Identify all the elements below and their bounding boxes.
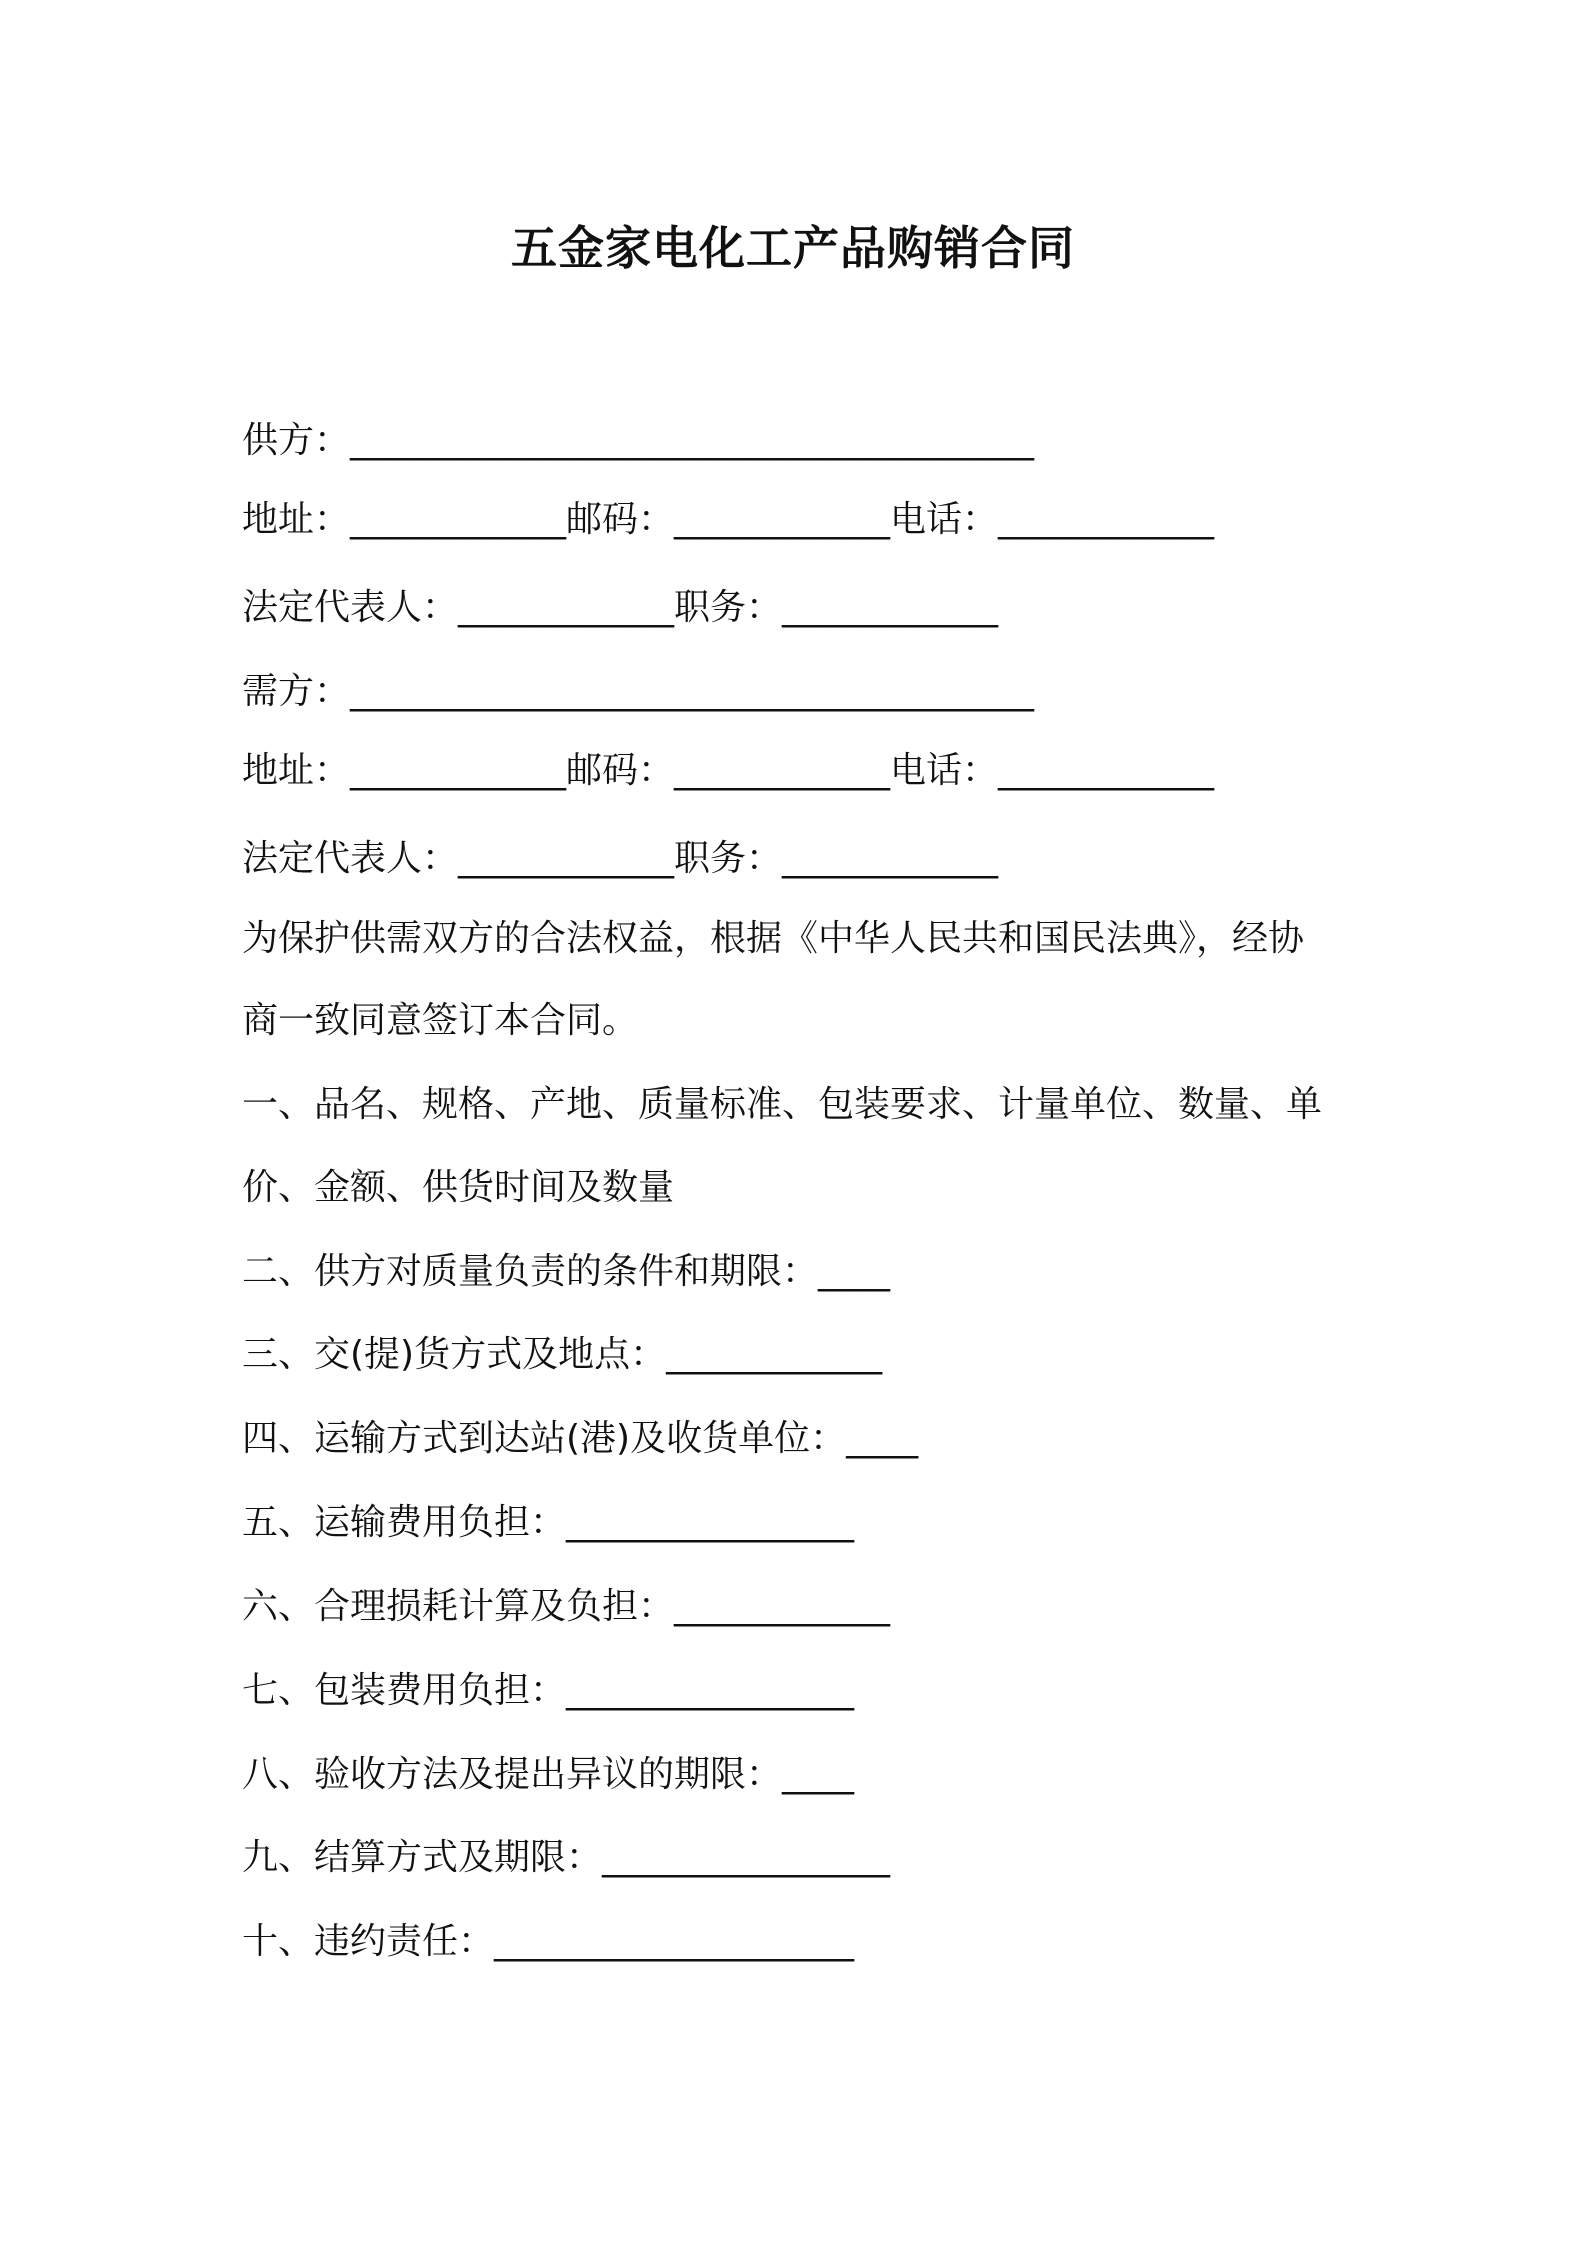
contract-title: 五金家电化工产品购销合同	[511, 221, 1075, 275]
supplier-line: 供方：______________________________________	[242, 420, 1035, 461]
supplier-representative-line: 法定代表人：____________职务：____________	[242, 587, 999, 628]
clause-10: 十、违约责任：____________________	[242, 1921, 855, 1962]
buyer-line: 需方：______________________________________	[242, 671, 1035, 712]
preamble-line-2: 商一致同意签订本合同。	[242, 1000, 639, 1041]
clause-1-line-2: 价、金额、供货时间及数量	[242, 1167, 675, 1208]
clause-7: 七、包装费用负担：________________	[242, 1670, 855, 1711]
clause-9: 九、结算方式及期限：________________	[242, 1837, 891, 1878]
buyer-address-line: 地址：____________邮码：____________电话：____________	[242, 750, 1215, 791]
clause-5: 五、运输费用负担：________________	[242, 1502, 855, 1543]
clause-3: 三、交(提)货方式及地点：____________	[242, 1334, 883, 1375]
preamble-line-1: 为保护供需双方的合法权益，根据《中华人民共和国民法典》，经协	[242, 918, 1305, 959]
clause-2: 二、供方对质量负责的条件和期限：____	[242, 1251, 891, 1292]
clause-4: 四、运输方式到达站(港)及收货单位：____	[242, 1418, 919, 1459]
supplier-address-line: 地址：____________邮码：____________电话：____________	[242, 499, 1215, 540]
clause-6: 六、合理损耗计算及负担：____________	[242, 1586, 891, 1627]
clause-8: 八、验收方法及提出异议的期限：____	[242, 1754, 855, 1795]
clause-1-line-1: 一、品名、规格、产地、质量标准、包装要求、计量单位、数量、单	[242, 1084, 1323, 1125]
buyer-representative-line: 法定代表人：____________职务：____________	[242, 838, 999, 879]
